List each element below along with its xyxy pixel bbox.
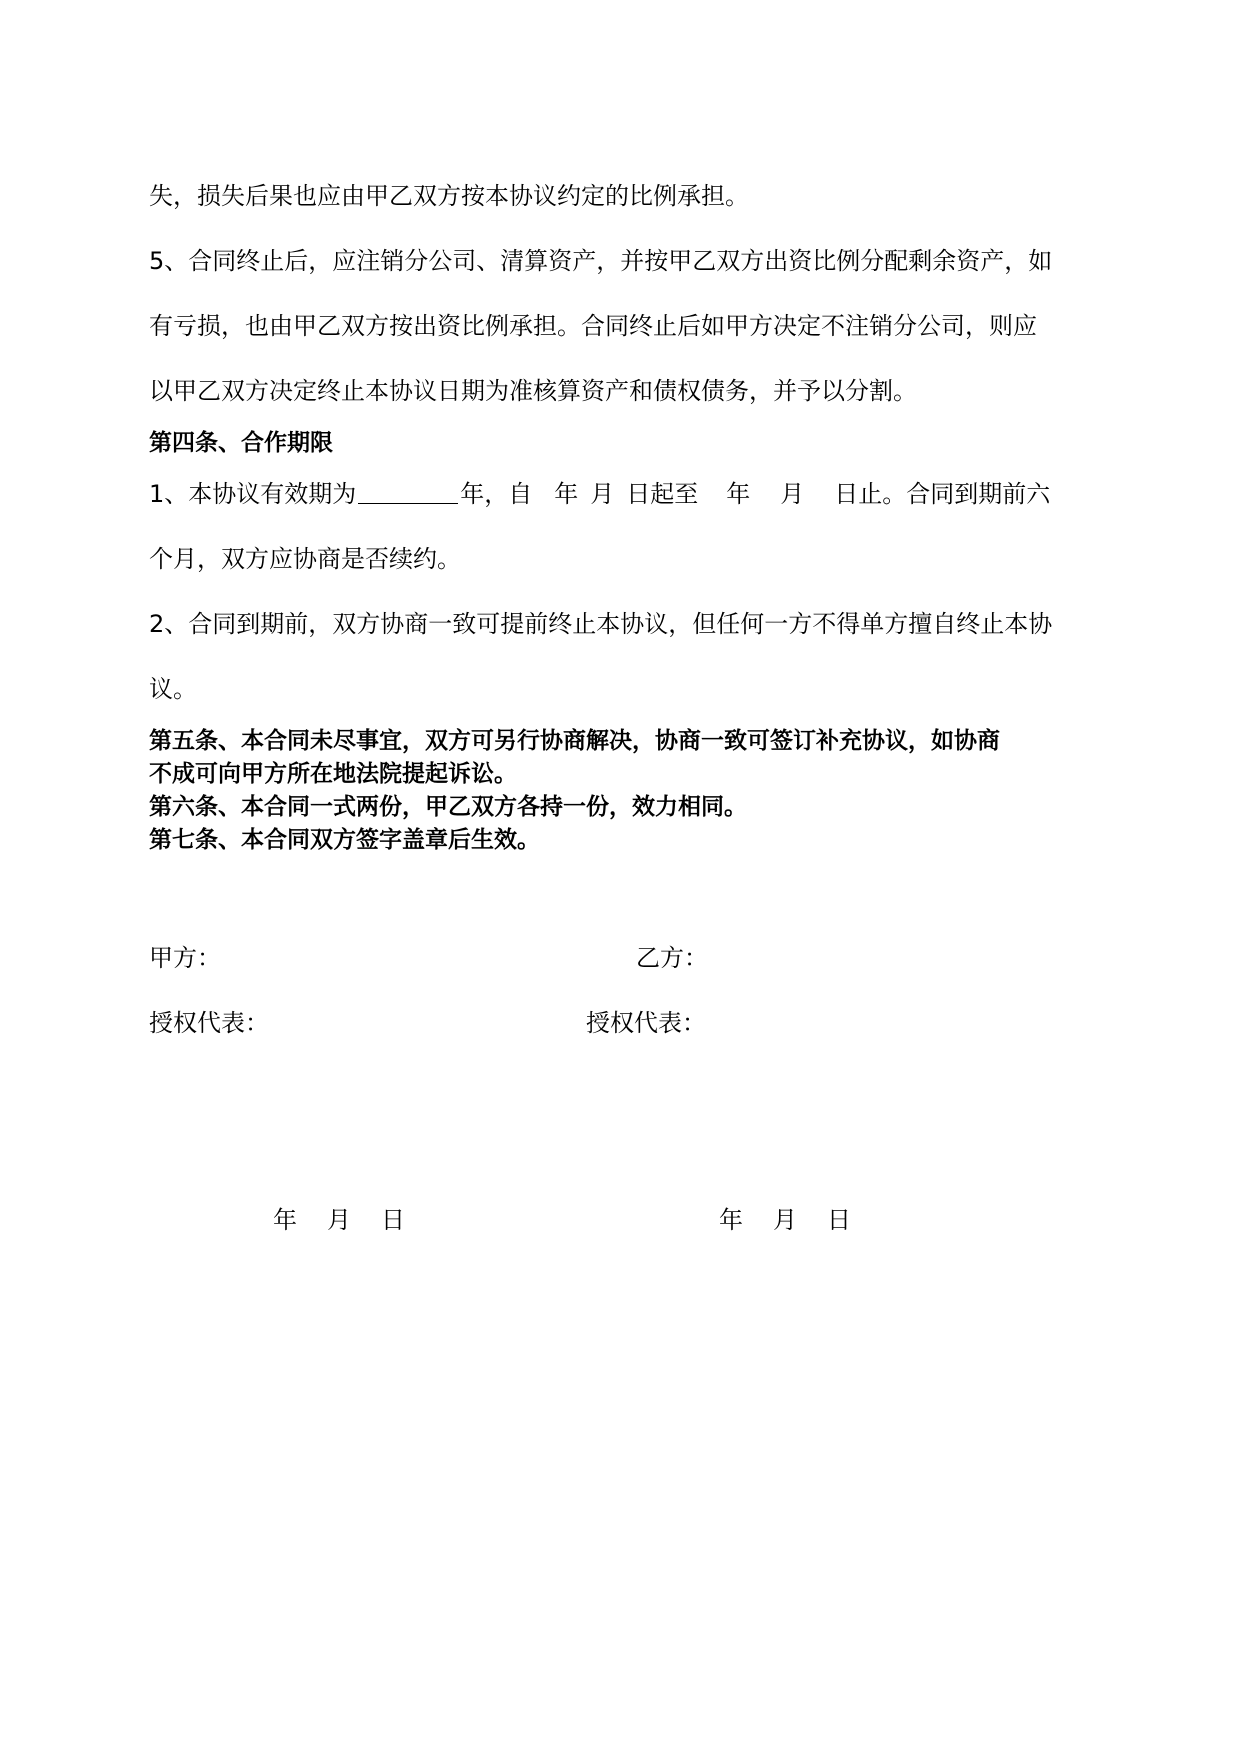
date-a [273,1204,405,1236]
clause5-line1: 第五条、本合同未尽事宜，双方可另行协商解决，协商一致可签订补充协议，如协商 [149,727,1000,754]
date-a-day: 日 [381,1206,405,1234]
end-day-label: 日止。合同到期前六 [834,480,1051,508]
date-a-month: 月 [327,1206,351,1234]
item5-line1: 5、合同终止后，应注销分公司、清算资产，并按甲乙双方出资比例分配剩余资产，如 [149,247,1053,275]
start-year-label: 年 [554,480,579,508]
date-a-year: 年 [273,1206,297,1234]
clause3-continuation: 失，损失后果也应由甲乙双方按本协议约定的比例承担。 [149,182,749,210]
start-day-label: 日起至 [626,480,699,508]
date-b-month: 月 [773,1206,797,1234]
party-b-label: 乙方： [636,944,708,972]
rep-b-label: 授权代表： [586,1009,706,1037]
start-month-label: 月 [590,480,615,508]
clause6: 第六条、本合同一式两份，甲乙双方各持一份，效力相同。 [149,793,747,820]
item5-line2: 有亏损，也由甲乙双方按出资比例承担。合同终止后如甲方决定不注销分公司，则应 [149,312,1037,340]
rep-a-label: 授权代表： [149,1009,269,1037]
item5-line3: 以甲乙双方决定终止本协议日期为准核算资产和债权债务，并予以分割。 [149,377,917,405]
clause7: 第七条、本合同双方签字盖章后生效。 [149,826,540,853]
clause4-heading: 第四条、合作期限 [149,429,333,456]
term-years-blank[interactable] [358,479,458,504]
date-b-day: 日 [827,1206,851,1234]
party-a-label: 甲方： [149,944,221,972]
end-month-label: 月 [780,480,805,508]
clause4-item2-line2: 议。 [149,675,197,703]
term-prefix: 1、本协议有效期为 [149,480,357,508]
clause4-item1-line2: 个月，双方应协商是否续约。 [149,545,461,573]
date-b [719,1204,851,1236]
end-year-label: 年 [726,480,751,508]
date-b-year: 年 [719,1206,743,1234]
clause5-line2: 不成可向甲方所在地法院提起诉讼。 [149,760,517,787]
clause4-item1-line1 [149,478,1109,510]
term-year-label: 年，自 [460,480,533,508]
clause4-item2-line1: 2、合同到期前，双方协商一致可提前终止本协议，但任何一方不得单方擅自终止本协 [149,610,1053,638]
